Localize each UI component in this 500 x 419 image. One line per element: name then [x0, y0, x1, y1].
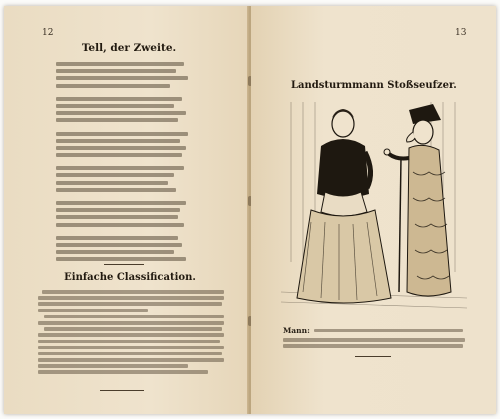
poem-title: Tell, der Zweite.	[81, 42, 177, 54]
right-page	[251, 6, 496, 414]
cartoon-illustration	[281, 102, 467, 312]
end-rule-right	[355, 356, 391, 357]
divider-rule	[104, 264, 144, 265]
open-book	[4, 6, 496, 414]
man-figure	[384, 104, 451, 296]
prose-text	[38, 290, 224, 377]
page-number-left: 12	[42, 28, 54, 38]
section-title: Einfache Classification.	[64, 272, 196, 283]
page-number-right: 13	[455, 28, 467, 38]
left-page	[4, 6, 249, 414]
cartoon-caption	[283, 326, 463, 350]
woman-figure	[297, 109, 391, 303]
caption-speaker: Mann:	[283, 326, 310, 335]
cartoon-title: Landsturmmann Stoßseufzer.	[291, 80, 457, 91]
poem-verses	[56, 62, 206, 265]
end-rule-left	[100, 390, 144, 391]
